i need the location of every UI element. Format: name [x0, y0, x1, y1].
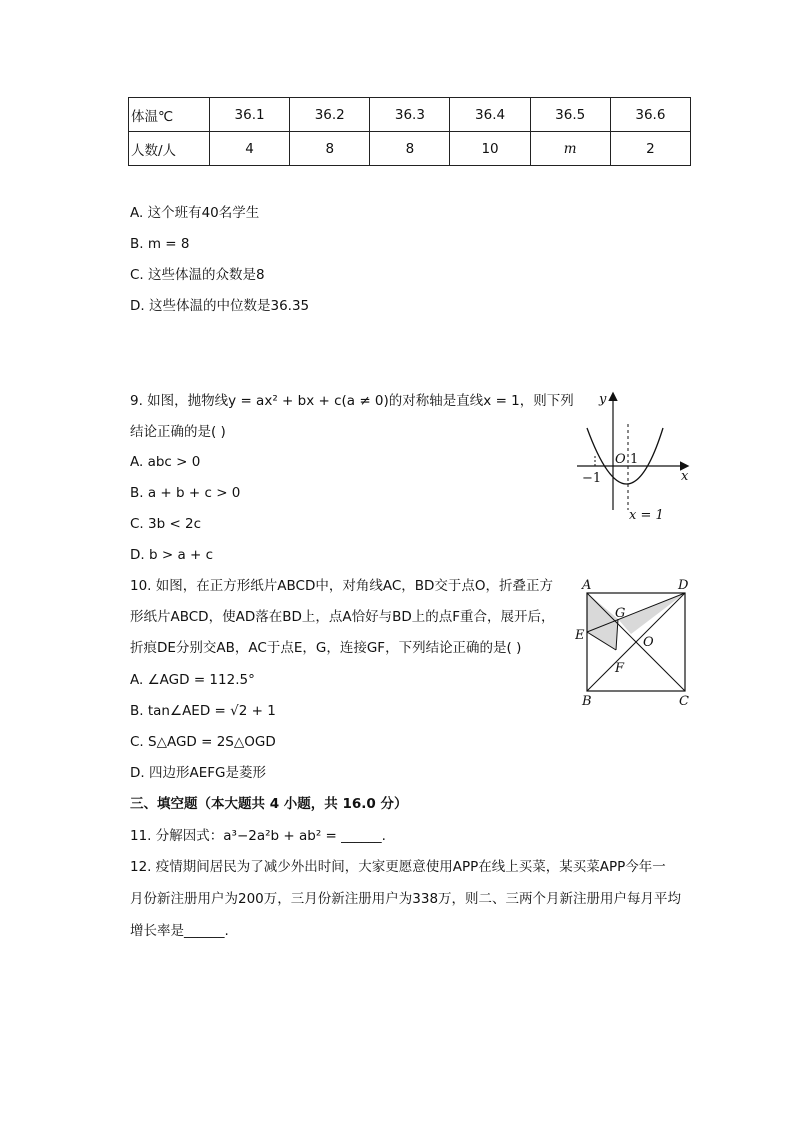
point-c-label: C [679, 694, 689, 708]
table-cell: 36.5 [530, 98, 610, 132]
table-cell: 体温℃ [129, 98, 210, 132]
section-title: 三、填空题（本大题共 4 小题，共 16.0 分） [130, 796, 408, 812]
origin-label: O [615, 452, 626, 467]
q10-stem-line1: 10. 如图，在正方形纸片ABCD中，对角线AC，BD交于点O，折叠正方 [130, 578, 554, 594]
table-cell: 4 [210, 132, 290, 166]
q12-stem-line3: 增长率是______. [130, 923, 229, 939]
q9-stem-line2: 结论正确的是( ) [130, 424, 226, 440]
q10-option-a: A. ∠AGD = 112.5° [130, 672, 255, 688]
point-a-label: A [582, 578, 592, 593]
parabola-figure [575, 388, 695, 523]
q12-stem-line1: 12. 疫情期间居民为了减少外出时间，大家更愿意使用APP在线上买菜，某买菜APP今年一 [130, 859, 666, 875]
shaded-triangle-gdo [618, 593, 685, 634]
q9-stem-line1: 9. 如图，抛物线y = ax² + bx + c(a ≠ 0)的对称轴是直线x = 1，则下列 [130, 393, 574, 409]
symmetry-axis-label: x = 1 [629, 508, 664, 523]
table-cell: m [530, 132, 610, 166]
table-cell: 人数/人 [129, 132, 210, 166]
table-cell: 36.2 [290, 98, 370, 132]
q8-option-c: C. 这些体温的众数是8 [130, 267, 265, 283]
q10-option-c: C. S△AGD = 2S△OGD [130, 734, 276, 750]
tick-one-label: 1 [630, 452, 639, 467]
q9-option-b: B. a + b + c > 0 [130, 485, 241, 501]
table-cell: 8 [290, 132, 370, 166]
table-cell: 36.3 [370, 98, 450, 132]
tick-neg-one-label: −1 [582, 471, 602, 486]
y-axis-label: y [599, 392, 607, 407]
square-figure [575, 576, 695, 708]
q9-option-d: D. b > a + c [130, 547, 214, 563]
x-axis-label: x [681, 469, 689, 484]
point-e-label: E [575, 628, 585, 643]
point-g-label: G [615, 606, 626, 621]
q10-stem-line2: 形纸片ABCD，使AD落在BD上，点A恰好与BD上的点F重合，展开后， [130, 609, 555, 625]
q10-stem-line3: 折痕DE分别交AB，AC于点E，G，连接GF，下列结论正确的是( ) [130, 640, 522, 656]
q10-option-b: B. tan∠AED = √2 + 1 [130, 703, 276, 719]
table-cell: 36.6 [610, 98, 690, 132]
q11-stem: 11. 分解因式：a³−2a²b + ab² = ______. [130, 828, 386, 844]
table-cell: 8 [370, 132, 450, 166]
table-cell: 36.1 [210, 98, 290, 132]
q8-option-b: B. m = 8 [130, 236, 190, 252]
table-cell: 2 [610, 132, 690, 166]
q12-stem-line2: 月份新注册用户为200万，三月份新注册用户为338万，则二、三两个月新注册用户每月平均 [130, 891, 682, 907]
table-cell: 36.4 [450, 98, 530, 132]
q8-option-d: D. 这些体温的中位数是36.35 [130, 298, 310, 314]
point-f-label: F [615, 661, 625, 676]
q9-option-c: C. 3b < 2c [130, 516, 202, 532]
point-o-label: O [643, 635, 654, 650]
table-row [129, 132, 691, 166]
q9-option-a: A. abc > 0 [130, 454, 201, 470]
q8-option-a: A. 这个班有40名学生 [130, 205, 260, 221]
point-d-label: D [678, 578, 689, 593]
table-cell: 10 [450, 132, 530, 166]
point-b-label: B [582, 694, 592, 708]
table-row [129, 98, 691, 132]
temperature-table [128, 97, 691, 166]
q10-option-d: D. 四边形AEFG是菱形 [130, 765, 266, 781]
